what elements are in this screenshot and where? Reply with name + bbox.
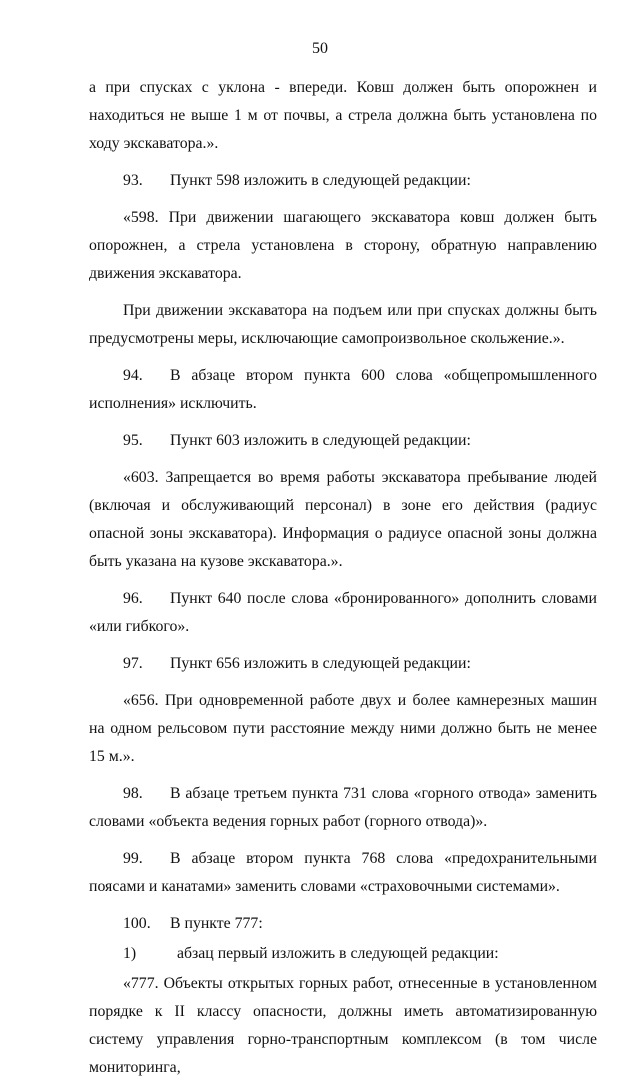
paragraph-text: В абзаце втором пункта 768 слова «предохранительными поясами и канатами» заменить словами «страховочными системами». — [89, 850, 597, 895]
quoted-paragraph-777 — [89, 970, 597, 1082]
quoted-paragraph-656 — [89, 687, 597, 771]
item-number: 95. — [123, 432, 143, 449]
item-94 — [89, 362, 597, 418]
item-93 — [89, 167, 597, 195]
paragraph-text: В абзаце втором пункта 600 слова «общепромышленного исполнения» исключить. — [89, 367, 597, 412]
paragraph-text: «777. Объекты открытых горных работ, отнесенные в установленном порядке к II классу опасности, должны иметь автоматизированную систему управления горно-транспортным комплексом (в том числе мониторинга, — [89, 975, 597, 1076]
item-number: 93. — [123, 172, 143, 189]
paragraph-text: Пункт 603 изложить в следующей редакции: — [170, 432, 471, 449]
paragraph-text: В пункте 777: — [170, 915, 263, 932]
item-number: 97. — [123, 655, 143, 672]
paragraph-text: Пункт 640 после слова «бронированного» дополнить словами «или гибкого». — [89, 590, 597, 635]
quoted-paragraph-598-second — [89, 297, 597, 353]
quoted-paragraph-603 — [89, 464, 597, 576]
item-96 — [89, 585, 597, 641]
item-number: 94. — [123, 367, 143, 384]
subitem-number: 1) — [123, 945, 137, 962]
paragraph-text: При движении экскаватора на подъем или при спусках должны быть предусмотрены меры, исключающие самопроизвольное скольжение.». — [89, 302, 597, 347]
item-97 — [89, 650, 597, 678]
subitem-1 — [89, 940, 597, 968]
paragraph-text: а при спусках с уклона - впереди. Ковш должен быть опорожнен и находиться не выше 1 м от почвы, а стрела должна быть установлена по ходу экскаватора.». — [89, 79, 597, 152]
paragraph-text: «656. При одновременной работе двух и более камнерезных машин на одном рельсовом пути расстояние между ними должно быть не менее 15 м.». — [89, 692, 597, 765]
item-number: 99. — [123, 850, 143, 867]
paragraph-text: В абзаце третьем пункта 731 слова «горного отвода» заменить словами «объекта ведения горных работ (горного отвода)». — [89, 785, 597, 830]
paragraph-text: «598. При движении шагающего экскаватора ковш должен быть опорожнен, а стрела установлена в сторону, обратную направлению движения экскаватора. — [89, 209, 597, 282]
item-95 — [89, 427, 597, 455]
document-body — [89, 74, 597, 1091]
item-98 — [89, 780, 597, 836]
quoted-paragraph-598 — [89, 204, 597, 288]
paragraph-text: Пункт 598 изложить в следующей редакции: — [170, 172, 471, 189]
item-100 — [89, 910, 597, 938]
paragraph-text: абзац первый изложить в следующей редакции: — [177, 945, 499, 962]
item-number: 98. — [123, 785, 143, 802]
paragraph-text: Пункт 656 изложить в следующей редакции: — [170, 655, 471, 672]
paragraph-text: «603. Запрещается во время работы экскаватора пребывание людей (включая и обслуживающий персонал) в зоне его действия (радиус опасной зоны экскаватора). Информация о радиусе опасной зоны должна быть указана на кузове экскаватора.». — [89, 469, 597, 570]
item-number: 96. — [123, 590, 143, 607]
item-number: 100. — [123, 915, 151, 932]
page-number: 50 — [312, 40, 328, 57]
item-99 — [89, 845, 597, 901]
paragraph-continuation — [89, 74, 597, 158]
